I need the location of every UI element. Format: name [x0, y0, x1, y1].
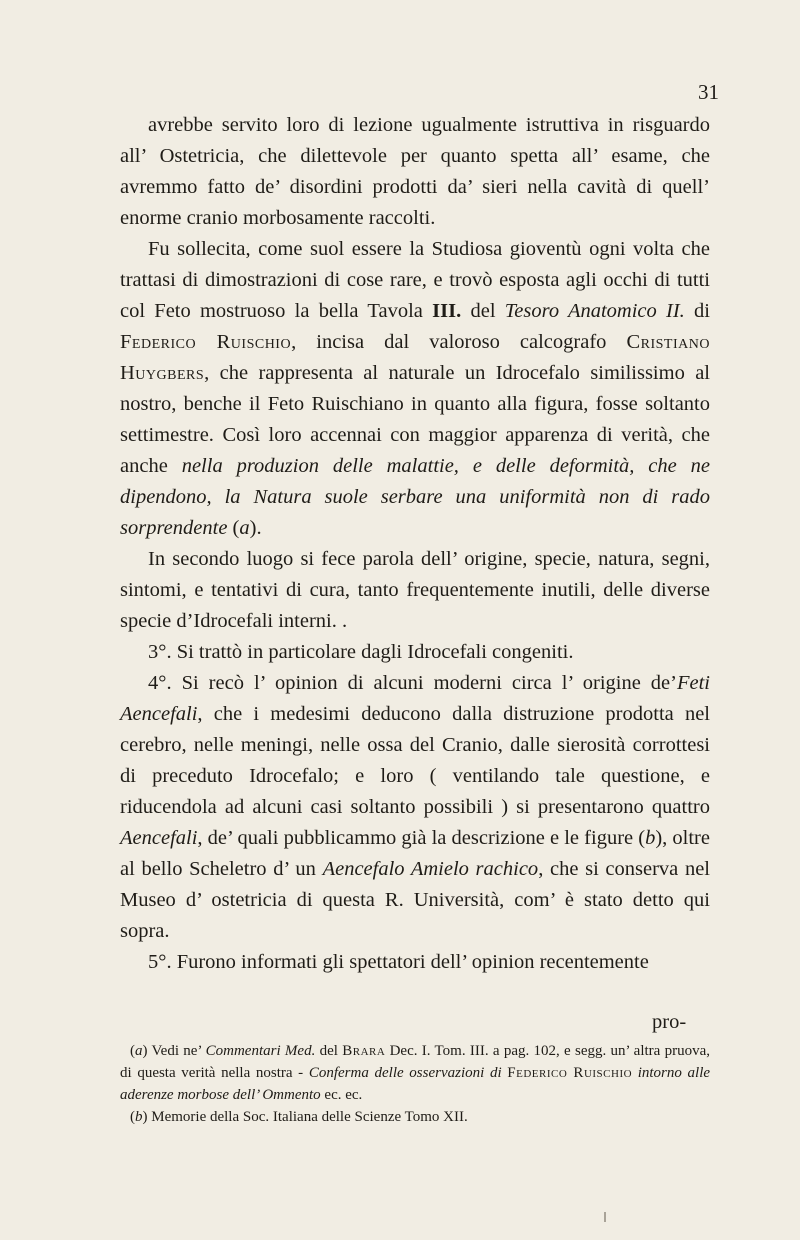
text-run: , che i medesimi deducono dalla distruzione prodotta nel cerebro, nelle meningi, nelle ossa del Cranio, dalle sierosità corrottesi di preceduto Idrocefalo; e loro ( ventilando tale questione, e riducendola ad alcuni casi soltanto possibili ) si presentarono quattro [120, 703, 710, 818]
text-run: 3°. Si trattò in particolare dagli Idrocefali congeniti. [148, 641, 574, 663]
paragraph-point-4 [120, 668, 710, 947]
text-run: Feti Aencefali [120, 672, 710, 725]
paragraph-origine [120, 544, 710, 637]
text-run: , che si conserva nel Museo d’ ostetricia di questa R. Università, com’ è stato detto qui sopra. [120, 858, 710, 942]
text-run: a [239, 517, 250, 539]
text-run: III. [432, 300, 462, 322]
text-run: Brara [342, 1043, 386, 1059]
text-run: Cristiano Huygbers [120, 331, 710, 384]
paragraph-hearing [120, 110, 710, 234]
paragraph-point-5 [120, 947, 710, 978]
text-run: ) Memorie della Soc. Italiana delle Scienze Tomo XII. [142, 1109, 468, 1125]
text-run: Fu sollecita, come suol essere la Studiosa gioventù ogni volta che trattasi di dimostrazioni di cose rare, e trovò esposta agli occhi di tutti col Feto mostruoso la bella Tavola [120, 238, 710, 322]
text-run: a [135, 1043, 143, 1059]
text-run: del [315, 1043, 343, 1059]
text-run: 5°. Furono informati gli spettatori dell’ opinion recentemente [148, 951, 649, 973]
text-run: Federico Ruischio [120, 331, 292, 353]
text-run: , che rappresenta al naturale un Idrocefalo similissimo al nostro, benche il Feto Ruischiano in quanto alla figura, fosse soltanto settimestre. Così loro accennai con maggior apparenza di verità, che anche [120, 362, 710, 477]
text-run: ( [227, 517, 240, 539]
text-run: Aencefali [120, 827, 198, 849]
footnote-b [120, 1106, 710, 1128]
page-number: 31 [698, 80, 719, 104]
text-run: Aencefalo Amielo rachico [322, 858, 539, 880]
paragraph-point-3 [120, 637, 710, 668]
text-run: Commentari Med. [205, 1043, 316, 1059]
text-run: In secondo luogo si fece parola dell’ origine, specie, natura, segni, sintomi, e tentativi di cura, tanto frequentemente inutili, delle diverse specie d’Idrocefali interni. . [120, 548, 710, 632]
text-run: , incisa dal valoroso calcografo [291, 331, 627, 353]
footnote-a [120, 1040, 710, 1106]
main-text [120, 110, 710, 978]
text-run: ( [130, 1109, 135, 1125]
text-run: Dec. I. Tom. III. a pag. 102, e segg. un’ altra pruova, di questa verità nella nostra - [120, 1043, 711, 1081]
paragraph-tavola [120, 234, 710, 544]
text-run: 4°. Si recò l’ opinion di alcuni moderni circa l’ origine de’ [148, 672, 677, 694]
text-run: di [489, 1065, 502, 1081]
text-run: ) Vedi ne’ [142, 1043, 206, 1059]
text-run: Conferma delle osservazioni [308, 1065, 485, 1081]
footnotes [120, 1040, 710, 1128]
text-run: , de’ quali pubblicammo già la descrizione e le figure ( [197, 827, 646, 849]
text-run: avrebbe servito loro di lezione ugualmente istruttiva in risguardo all’ Ostetricia, che dilettevole per quanto spetta all’ esame, che avremmo fatto de’ disordini prodotti da’ sieri nella cavità di quell’ enorme cranio morbosamente raccolti. [120, 114, 710, 229]
text-run: ), oltre al bello Scheletro d’ un [120, 827, 710, 880]
catchword: pro- [652, 1011, 687, 1033]
text-run: b [135, 1109, 143, 1125]
ink-mark [604, 1212, 606, 1222]
text-run: del [461, 300, 505, 322]
text-run: nella produzion delle malattie, e delle deformità, che ne dipendono, la Natura suole serbare una uniformità non di rado sorprendente [120, 455, 711, 539]
text-run: ). [249, 517, 262, 539]
text-run: ec. ec. [320, 1087, 363, 1103]
text-run: Federico Ruischio [507, 1065, 633, 1081]
text-run: intorno alle aderenze morbose dell’ Ommento [120, 1065, 711, 1103]
text-run: Tesoro Anatomico II. [504, 300, 685, 322]
text-run: b [645, 827, 656, 849]
text-run: di [684, 300, 711, 322]
text-run: ( [130, 1043, 135, 1059]
